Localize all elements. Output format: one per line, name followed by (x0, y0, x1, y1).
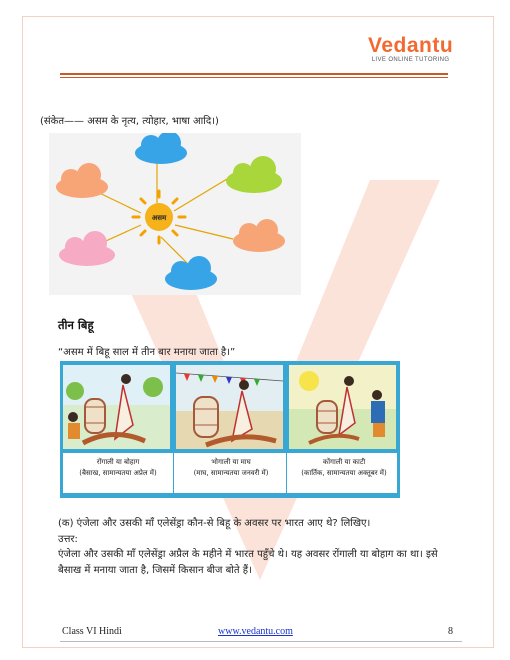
festival-caption-kongali (289, 457, 399, 479)
festival-name: भोगाली या माघ (211, 458, 251, 466)
header-rule (60, 73, 448, 75)
festival-months: (कार्तिक, सामान्यतया अक्तूबर में) (301, 469, 387, 477)
footer-class-label: Class VI Hindi (62, 626, 122, 637)
footer-website-link[interactable]: www.vedantu.com (218, 626, 293, 637)
section-title: तीन बिहू (58, 318, 94, 332)
answer-text: एंजेला और उसकी माँ एलेसेंड्रा अप्रैल के महीने में भारत पहुँचे थे। यह अवसर रोंगाली या बोहाग का था। इसे बैसाख में मनाया जाता है, जिसमें किसान बीज बोते हैं। (58, 549, 438, 576)
assam-mindmap (49, 133, 301, 295)
page-number: 8 (448, 626, 453, 637)
festival-months: (माघ, सामान्यतया जनवरी में) (193, 469, 269, 477)
festival-name: रोंगाली या बोहाग (96, 458, 140, 466)
festival-illustration-bhogali (176, 365, 283, 449)
festival-caption-rongali (63, 457, 173, 479)
mindmap-figure (49, 133, 301, 295)
hint-text: (संकेत—— असम के नृत्य, त्योहार, भाषा आदि।) (40, 116, 219, 127)
logo-tagline: LIVE ONLINE TUTORING (371, 57, 450, 63)
cloud-icon (226, 156, 282, 193)
cloud-icon (135, 133, 187, 164)
cloud-icon (233, 219, 285, 252)
mindmap-center-label: असम (151, 214, 167, 222)
question-text: (क) एंजेला और उसकी माँ एलेसेंड्रा कौन-से बिहू के अवसर पर भारत आए थे? लिखिए। (58, 518, 371, 529)
festival-months: (बैसाख, सामान्यतया अप्रेल में) (79, 469, 157, 477)
header-rule-thin (60, 77, 448, 78)
caption-divider (286, 453, 287, 493)
vedantu-logo (368, 34, 453, 63)
bihu-festival-panel (60, 361, 400, 498)
question-answer-block (58, 516, 458, 578)
cloud-icon (59, 231, 115, 266)
festival-illustration-kongali (289, 365, 396, 449)
quote-text: “असम में बिहू साल में तीन बार मनाया जाता है।” (58, 347, 236, 358)
caption-divider (173, 453, 174, 493)
festival-name: कोंगाली या काटी (322, 458, 366, 466)
festival-illustration-rongali (63, 365, 170, 449)
footer-rule (60, 641, 462, 642)
cloud-icon (165, 256, 217, 290)
festival-caption-bhogali (176, 457, 286, 479)
cloud-icon (56, 163, 108, 198)
answer-label: उत्तर: (58, 533, 78, 545)
logo-wordmark: Vedantu (368, 34, 454, 57)
